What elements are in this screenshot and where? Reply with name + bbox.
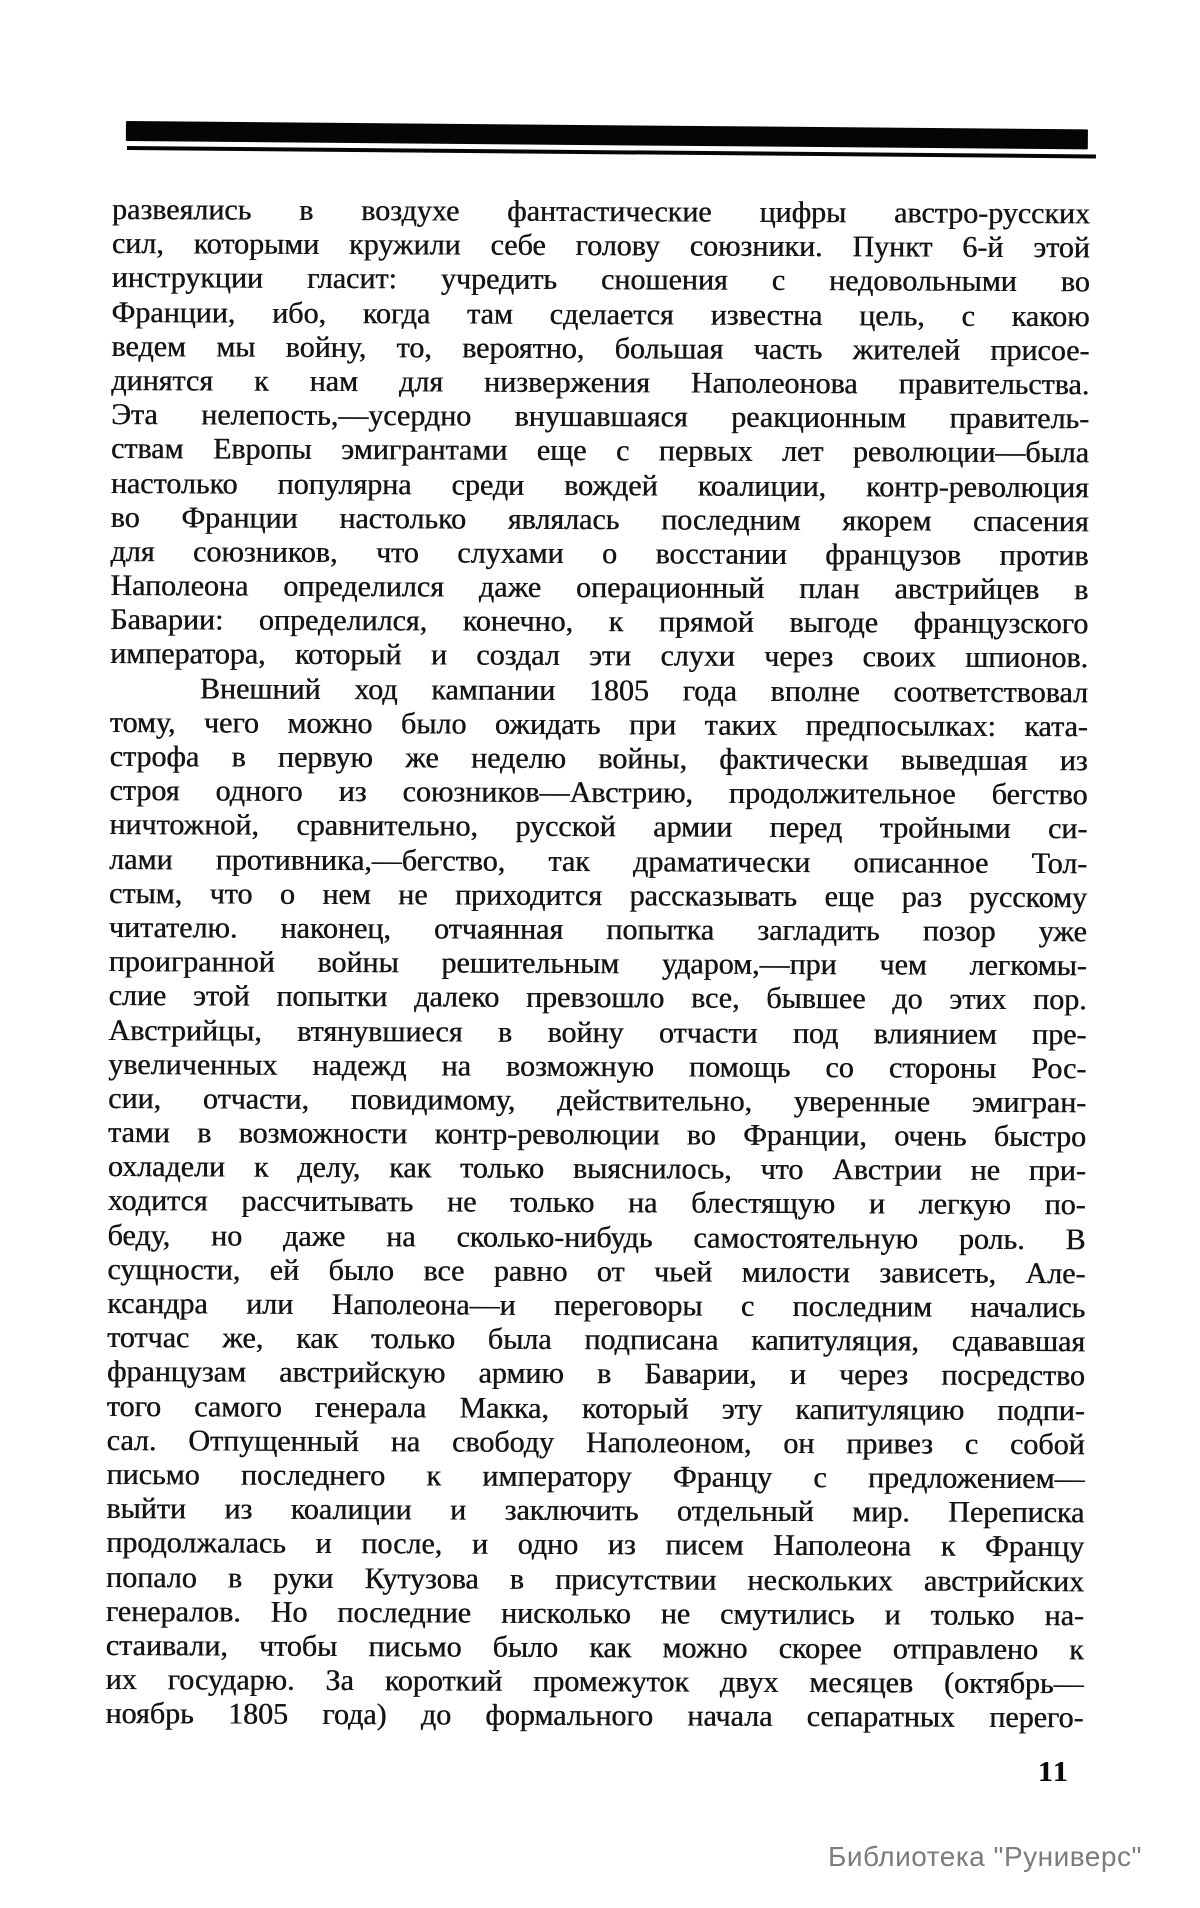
text-line: строфа в первую же неделю войны, фактически выведшая из [109, 739, 1088, 778]
text-line: стаивали, чтобы письмо было как можно скорее отправлено к [105, 1628, 1084, 1667]
page-number: 11 [1038, 1756, 1070, 1788]
text-line: письмо последнего к императору Францу с предложением— [106, 1457, 1085, 1496]
text-line: выйти из коалиции и заключить отдельный мир. Переписка [106, 1492, 1085, 1530]
text-line: ничтожной, сравнительно, русской армии перед тройными си- [109, 808, 1088, 846]
text-line: Франции, ибо, когда там сделается известна цель, с какою [111, 295, 1090, 333]
text-line: для союзников, что слухами о восстании французов против [110, 534, 1089, 573]
text-line: ствам Европы эмигрантами еще с первых лет революции—была [110, 432, 1089, 470]
text-line: во Франции настолько являлась последним якорем спасения [110, 500, 1089, 538]
text-line: сил, которыми кружили себе голову союзники. Пункт 6-й этой [111, 227, 1090, 265]
text-line: французам австрийскую армию в Баварии, и через посредство [106, 1355, 1085, 1393]
text-line: сал. Отпущенный на свободу Наполеоном, он привез с собой [106, 1423, 1085, 1462]
text-line: ходится рассчитывать не только на блестящую и легкую по- [107, 1184, 1086, 1222]
text-line: генералов. Но последние нисколько не смутились и только на- [105, 1594, 1084, 1632]
text-line: тотчас же, как только была подписана капитуляция, сдававшая [106, 1321, 1086, 1359]
library-watermark: Библиотека "Руниверс" [828, 1841, 1142, 1872]
text-line: Наполеона определился даже операционный план австрийцев в [110, 569, 1089, 607]
text-line: сущности, ей было все равно от чьей милости зависеть, Але- [107, 1252, 1086, 1291]
text-line: увеличенных надежд на возможную помощь со стороны Рос- [108, 1047, 1087, 1085]
text-line: настолько популярна среди вождей коалиции, контр-революция [110, 466, 1089, 504]
text-line: продолжалась и после, и одно из писем Наполеона к Францу [106, 1526, 1085, 1564]
text-line: беду, но даже на сколько-нибудь самостоятельную роль. В [107, 1218, 1086, 1256]
text-line: Австрийцы, втянувшиеся в войну отчасти под влиянием пре- [108, 1013, 1087, 1051]
text-line: тами в возможности контр-революции во Франции, очень быстро [107, 1116, 1086, 1154]
text-line: проигранной войны решительным ударом,—при чем легкомы- [108, 945, 1087, 983]
text-line: охладели к делу, как только выяснилось, что Австрии не при- [107, 1150, 1086, 1188]
header-rule-thick [126, 121, 1088, 149]
body-text [105, 193, 1090, 1736]
text-line: сии, отчасти, повидимому, действительно, уверенные эмигран- [107, 1081, 1087, 1120]
text-line: Внешний ход кампании 1805 года вполне соответствовал [199, 672, 1088, 709]
text-line: ксандра или Наполеона—и переговоры с последним начались [107, 1286, 1086, 1325]
text-line: слие этой попытки далеко превзошло все, бывшее до этих пор. [108, 979, 1087, 1017]
text-line: Эта нелепость,—усердно внушавшаяся реакционным правитель- [110, 398, 1090, 436]
text-line: того самого генерала Макка, который эту капитуляцию подпи- [106, 1389, 1085, 1427]
text-line: ведем мы войну, то, вероятно, большая часть жителей присое- [111, 329, 1090, 368]
text-line: императора, который и создал эти слухи через своих шпионов. [109, 637, 1089, 675]
text-line: лами противника,—бегство, так драматически описанное Тол- [109, 842, 1088, 880]
text-line: строя одного из союзников—Австрию, продолжительное бегство [109, 774, 1088, 812]
text-line: тому, чего можно было ожидать при таких предпосылках: ката- [109, 705, 1088, 744]
text-line: стым, что о нем не приходится рассказывать еще раз русскому [108, 876, 1088, 915]
text-line: попало в руки Кутузова в присутствии нескольких австрийских [105, 1560, 1085, 1598]
text-line: инструкции гласит: учредить сношения с недовольными во [111, 261, 1090, 299]
text-line: ноябрь 1805 года) до формального начала сепаратных перего- [105, 1697, 1084, 1735]
text-line: читателю. наконец, отчаянная попытка загладить позор уже [108, 910, 1087, 949]
text-line: динятся к нам для низвержения Наполеонова правительства. [111, 363, 1090, 402]
text-line: развеялись в воздухе фантастические цифры австро-русских [111, 193, 1090, 231]
text-line: их государю. За короткий промежуток двух месяцев (октябрь— [105, 1663, 1084, 1701]
text-line: Баварии: определился, конечно, к прямой выгоде французского [110, 603, 1089, 641]
